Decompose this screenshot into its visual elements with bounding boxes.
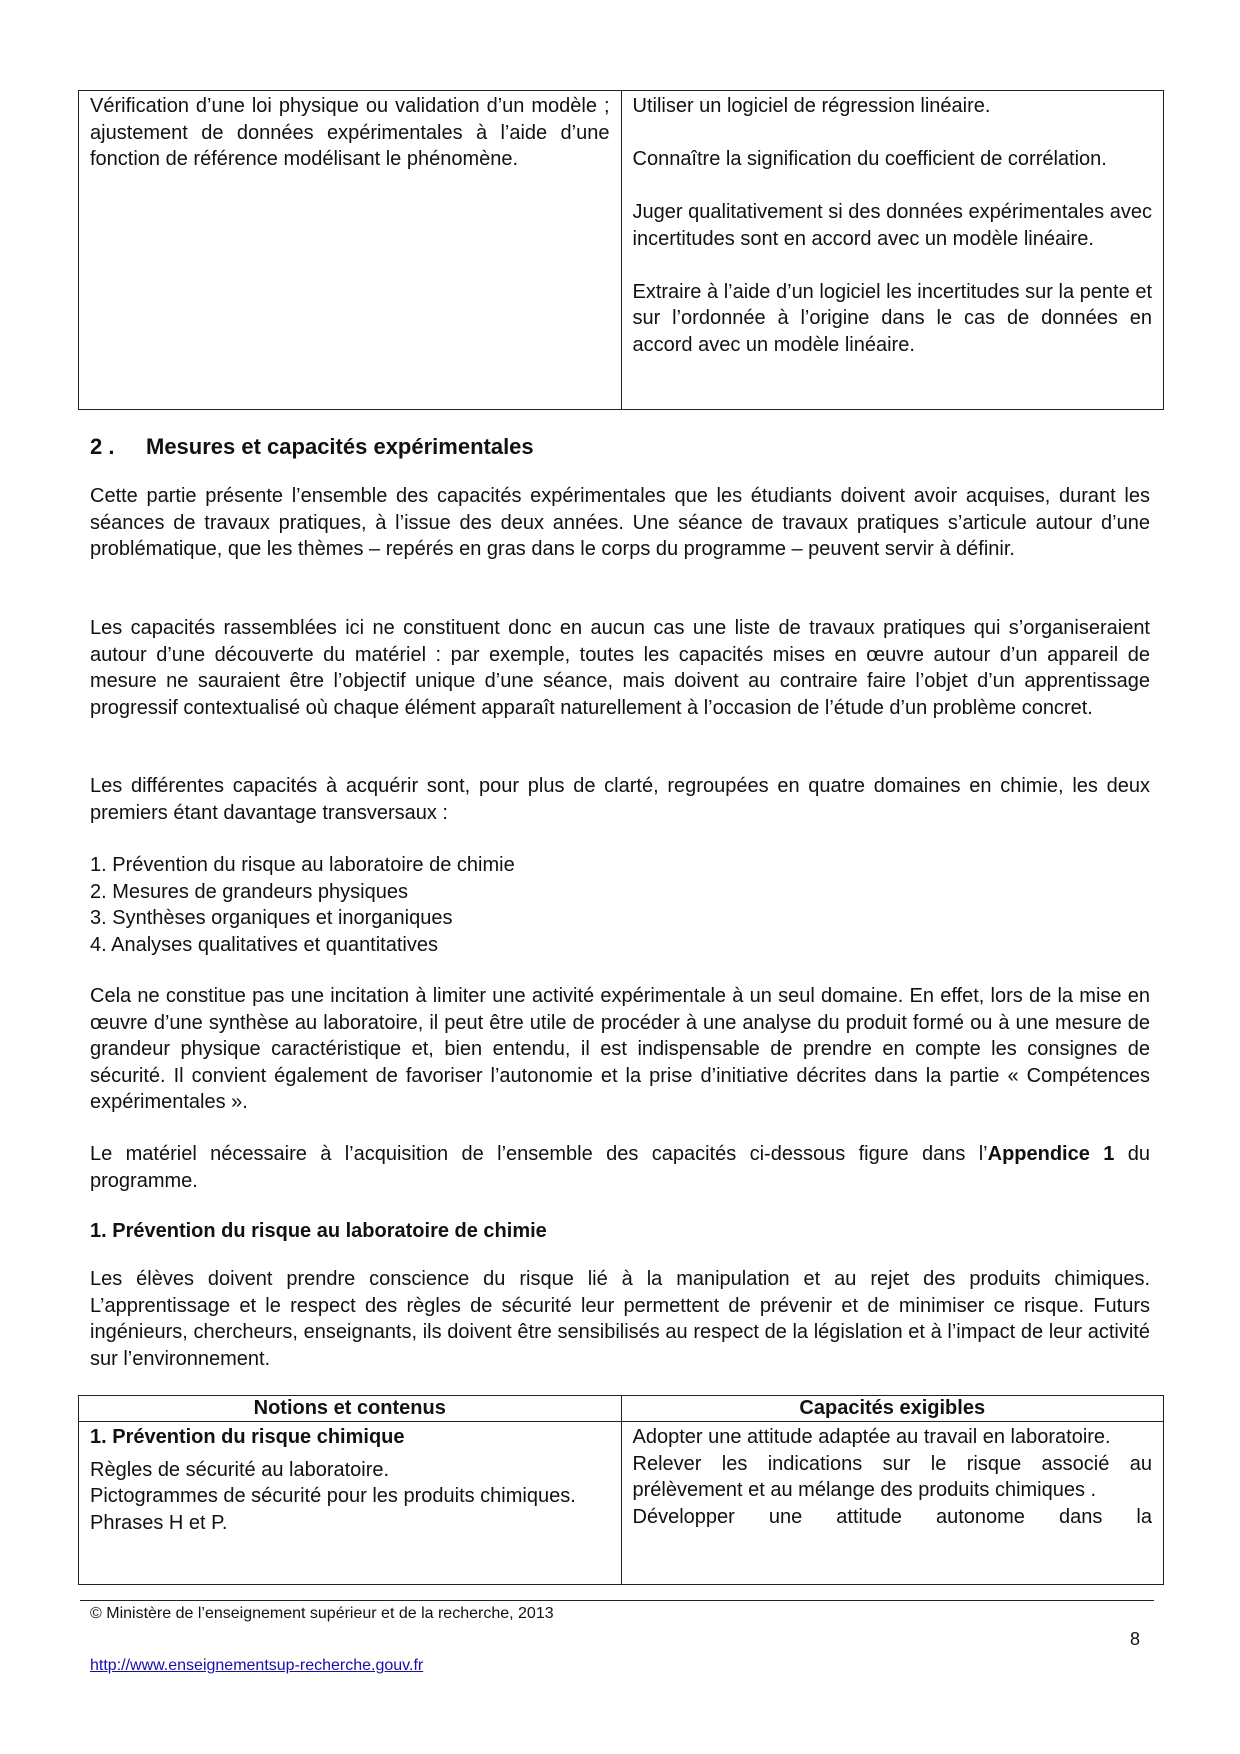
footer-copyright: © Ministère de l’enseignement supérieur et de la recherche, 2013 <box>90 1605 554 1622</box>
paragraph: Les élèves doivent prendre conscience du risque lié à la manipulation et au rejet des produits chimiques. L’apprentissage et le respect des règles de sécurité leur permettent de prévenir et de minimiser ce risque. Futurs ingénieurs, chercheurs, enseignants, ils doivent être sensibilisés au respect de la législation et à l’impact de leur activité sur l’environnement. <box>90 1268 1150 1370</box>
list-item: 2. Mesures de grandeurs physiques <box>90 880 408 903</box>
cell-title: 1. Prévention du risque chimique <box>90 1426 405 1448</box>
page-number: 8 <box>1130 1629 1141 1649</box>
cell-line: Pictogrammes de sécurité pour les produits chimiques. <box>90 1485 576 1507</box>
cell-paragraph: Juger qualitativement si des données expérimentales avec incertitudes sont en accord avec un modèle linéaire. <box>632 201 1152 250</box>
domain-list <box>90 852 1150 958</box>
list-item: 3. Synthèses organiques et inorganiques <box>90 907 453 929</box>
footer-divider <box>80 1600 1154 1601</box>
section-title: Mesures et capacités expérimentales <box>146 434 534 459</box>
cell-text: Vérification d’une loi physique ou validation d’un modèle ; ajustement de données expérimentales à l’aide d’une fonction de référence modélisant le phénomène. <box>90 95 610 170</box>
table-row <box>79 91 1164 410</box>
column-header: Notions et contenus <box>79 1396 622 1422</box>
paragraph: Les différentes capacités à acquérir sont, pour plus de clarté, regroupées en quatre domaines en chimie, les deux premiers étant davantage transversaux : <box>90 775 1150 824</box>
paragraph: Cette partie présente l’ensemble des capacités expérimentales que les étudiants doivent avoir acquises, durant les séances de travaux pratiques, à l’issue des deux années. Une séance de travaux pratiques s’articule autour d’une problématique, que les thèmes – repérés en gras dans le corps du programme – peuvent servir à définir. <box>90 485 1150 560</box>
appendix-text: Le matériel nécessaire à l’acquisition de l’ensemble des capacités ci-dessous figure dans l’ <box>90 1143 988 1165</box>
list-item: 4. Analyses qualitatives et quantitatives <box>90 933 438 956</box>
cell-line: Règles de sécurité au laboratoire. <box>90 1458 390 1481</box>
section-number: 2 . <box>90 434 115 459</box>
subsection-title: 1. Prévention du risque au laboratoire de chimie <box>90 1220 547 1242</box>
cell-paragraph: Extraire à l’aide d’un logiciel les incertitudes sur la pente et sur l’ordonnée à l’origine dans le cas de données en accord avec un modèle linéaire. <box>632 280 1152 356</box>
section-heading <box>90 434 534 460</box>
table-cell-capacities <box>621 1422 1164 1585</box>
paragraph-appendix <box>90 1141 1150 1194</box>
prevention-table <box>78 1395 1164 1585</box>
cell-line: Adopter une attitude adaptée au travail en laboratoire. <box>632 1426 1111 1448</box>
cell-paragraph: Utiliser un logiciel de régression linéaire. <box>632 95 991 117</box>
table-cell-notions <box>79 91 622 410</box>
list-item: 1. Prévention du risque au laboratoire de chimie <box>90 854 515 876</box>
footer-link[interactable]: http://www.enseignementsup-recherche.gouv.fr <box>90 1657 424 1674</box>
capacities-table-top <box>78 90 1164 410</box>
cell-line: Phrases H et P. <box>90 1511 228 1534</box>
appendix-ref: Appendice 1 <box>987 1143 1115 1165</box>
cell-line: Développer une attitude autonome dans la <box>632 1505 1152 1528</box>
table-row <box>79 1422 1164 1585</box>
column-header: Capacités exigibles <box>621 1396 1164 1422</box>
appendix-text-end: du programme. <box>90 1143 1150 1192</box>
cell-paragraph: Connaître la signification du coefficient de corrélation. <box>632 148 1107 170</box>
cell-line: Relever les indications sur le risque associé au prélèvement et au mélange des produits chimiques . <box>632 1452 1152 1501</box>
paragraph: Les capacités rassemblées ici ne constituent donc en aucun cas une liste de travaux pratiques qui s’organiseraient autour d’une découverte du matériel : par exemple, toutes les capacités mises en œuvre autour d’un appareil de mesure ne sauraient être l’objectif unique d’une séance, mais doivent au contraire faire l’objet d’un apprentissage progressif contextualisé où chaque élément apparaît naturellement à l’occasion de l’étude d’un problème concret. <box>90 617 1150 719</box>
table-header-row <box>79 1396 1164 1422</box>
paragraph: Cela ne constitue pas une incitation à limiter une activité expérimentale à un seul domaine. En effet, lors de la mise en œuvre d’une synthèse au laboratoire, il peut être utile de procéder à une analyse du produit formé ou à une mesure de grandeur physique caractéristique et, bien entendu, il est indispensable de prendre en compte les consignes de sécurité. Il convient également de favoriser l’autonomie et la prise d’initiative décrites dans la partie « Compétences expérimentales ». <box>90 985 1150 1113</box>
table-cell-notions <box>79 1422 622 1585</box>
table-cell-capacities <box>621 91 1164 410</box>
